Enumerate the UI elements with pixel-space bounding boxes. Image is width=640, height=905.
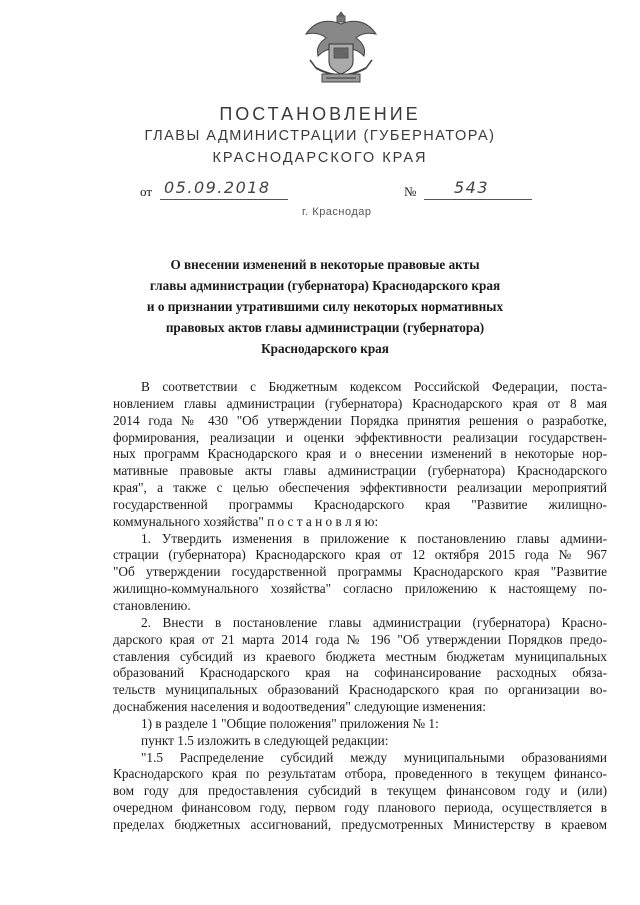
body-line: тельств муниципальных образований Краснодарского края по организации во-	[113, 682, 607, 698]
body-line: очередном финансовом году, первом году планового периода, осуществляется в	[113, 800, 607, 816]
body-line: 2. Внести в постановление главы администрации (губернатора) Красно-	[141, 614, 607, 630]
title-line: О внесении изменений в некоторые правовые акты	[170, 257, 480, 272]
body-line: становлению.	[113, 597, 191, 613]
region-heading: КРАСНОДАРСКОГО КРАЯ	[212, 150, 428, 166]
body-line: пределах бюджетных ассигнований, предусмотренных Министерству в краевом	[113, 816, 607, 832]
number-value: 543	[454, 178, 490, 197]
title-line: правовых актов главы администрации (губернатора)	[165, 320, 485, 335]
title-line: Краснодарского края	[261, 341, 389, 356]
date-underline	[160, 199, 288, 200]
document-body	[113, 379, 607, 834]
number-label: №	[404, 184, 417, 199]
number-underline	[424, 199, 532, 200]
body-line: формирования, реализации и оценки эффективности реализации государствен-	[113, 429, 607, 445]
coat-of-arms-emblem	[296, 8, 386, 90]
body-line: страции (губернатора) Краснодарского края от 12 октября 2015 года № 967	[113, 547, 607, 563]
body-line: мативные правовые акты главы администрации (губернатора) Краснодарского	[113, 463, 607, 479]
issuer-heading: ГЛАВЫ АДМИНИСТРАЦИИ (ГУБЕРНАТОРА)	[144, 128, 496, 144]
title-line: и о признании утратившими силу некоторых нормативных	[146, 299, 504, 314]
body-line: новлением главы администрации (губернатора) Краснодарского края от 8 мая	[113, 395, 607, 411]
body-line: жилищно-коммунального хозяйства" согласно приложению к настоящему по-	[113, 581, 607, 597]
body-line: 1) в разделе 1 "Общие положения" приложения № 1:	[141, 715, 439, 731]
body-line: государственной программы Краснодарского края "Развитие жилищно-	[113, 496, 607, 512]
body-line: Краснодарского края по результатам отбора, проведенного в текущем финансо-	[113, 766, 607, 782]
document-title	[100, 254, 550, 359]
city-label: г. Краснодар	[302, 206, 372, 218]
date-number-row	[140, 180, 560, 202]
body-line: коммунального хозяйства" п о с т а н о в л я ю:	[113, 513, 379, 529]
body-line: ставления субсидий из краевого бюджета местным бюджетам муниципальных	[113, 648, 607, 664]
body-line: вом году для предоставления субсидий в текущем финансовом году и (или)	[113, 783, 607, 799]
body-line: 2014 года № 430 "Об утверждении Порядка принятия решения о разработке,	[113, 412, 607, 428]
body-line: ных программ Краснодарского края и о внесении изменений в некоторые нор-	[113, 446, 607, 462]
body-line: "1.5 Распределение субсидий между муниципальными образованиями	[141, 749, 607, 765]
body-line: 1. Утвердить изменения в приложение к постановлению главы админи-	[141, 530, 607, 546]
body-line: дарского края от 21 марта 2014 года № 196 "Об утверждении Порядков предо-	[113, 631, 607, 647]
date-value: 05.09.2018	[164, 178, 271, 197]
date-label: от	[140, 184, 153, 199]
body-line: образований Краснодарского края на софинансирование расходных обяза-	[113, 665, 607, 681]
body-line: В соответствии с Бюджетным кодексом Российской Федерации, поста-	[141, 379, 607, 394]
body-line: "Об утверждении государственной программы Краснодарского края "Развитие	[113, 564, 607, 580]
title-line: главы администрации (губернатора) Краснодарского края	[149, 278, 501, 293]
doc-type-heading: ПОСТАНОВЛЕНИЕ	[219, 104, 421, 124]
body-line: пункт 1.5 изложить в следующей редакции:	[141, 732, 389, 748]
body-line: края", а также с целью обеспечения эффективности реализации мероприятий	[113, 480, 607, 496]
body-line: доснабжения населения и водоотведения" следующие изменения:	[113, 699, 486, 715]
